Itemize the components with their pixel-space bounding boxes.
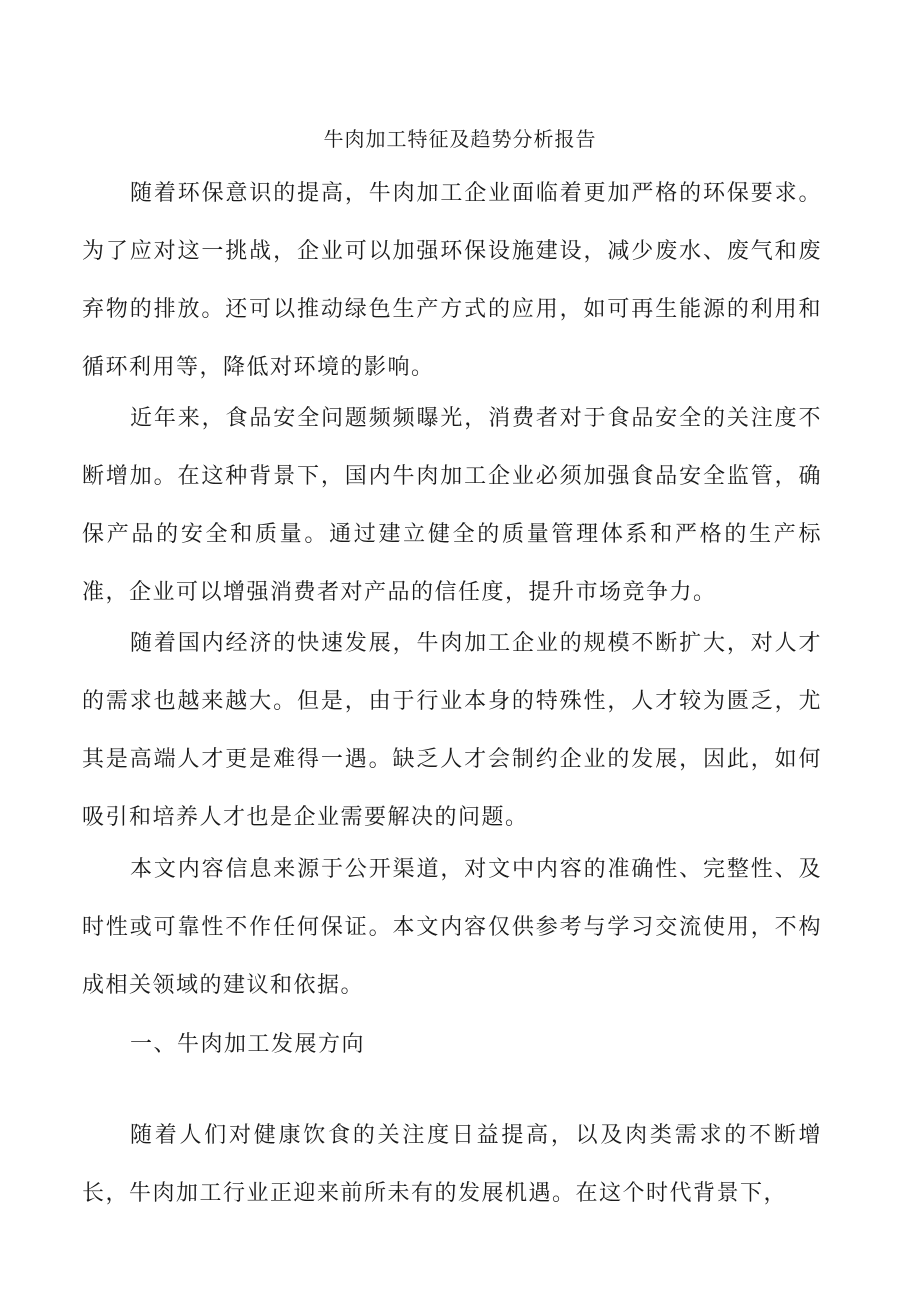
section-heading: 一、牛肉加工发展方向 <box>130 1032 366 1057</box>
paragraph-food-safety: 近年来，食品安全问题频频曝光，消费者对于食品安全的关注度不断增加。在这种背景下，国内牛肉加工企业必须加强食品安全监管，确保产品的安全和质量。通过建立健全的质量管理体系和严格的生产标准，企业可以增强消费者对产品的信任度，提升市场竞争力。 <box>82 406 822 605</box>
paragraph-environmental: 随着环保意识的提高，牛肉加工企业面临着更加严格的环保要求。为了应对这一挑战，企业可以加强环保设施建设，减少废水、废气和废弃物的排放。还可以推动绿色生产方式的应用，如可再生能源的利用和循环利用等，降低对环境的影响。 <box>82 181 822 380</box>
paragraph-development: 随着人们对健康饮食的关注度日益提高，以及肉类需求的不断增长，牛肉加工行业正迎来前所未有的发展机遇。在这个时代背景下， <box>82 1123 822 1206</box>
paragraph-disclaimer: 本文内容信息来源于公开渠道，对文中内容的准确性、完整性、及时性或可靠性不作任何保证。本文内容仅供参考与学习交流使用，不构成相关领域的建议和依据。 <box>82 857 822 998</box>
document-title: 牛肉加工特征及趋势分析报告 <box>323 127 597 151</box>
paragraph-talent: 随着国内经济的快速发展，牛肉加工企业的规模不断扩大，对人才的需求也越来越大。但是，由于行业本身的特殊性，人才较为匮乏，尤其是高端人才更是难得一遇。缺乏人才会制约企业的发展，因此，如何吸引和培养人才也是企业需要解决的问题。 <box>82 631 822 830</box>
